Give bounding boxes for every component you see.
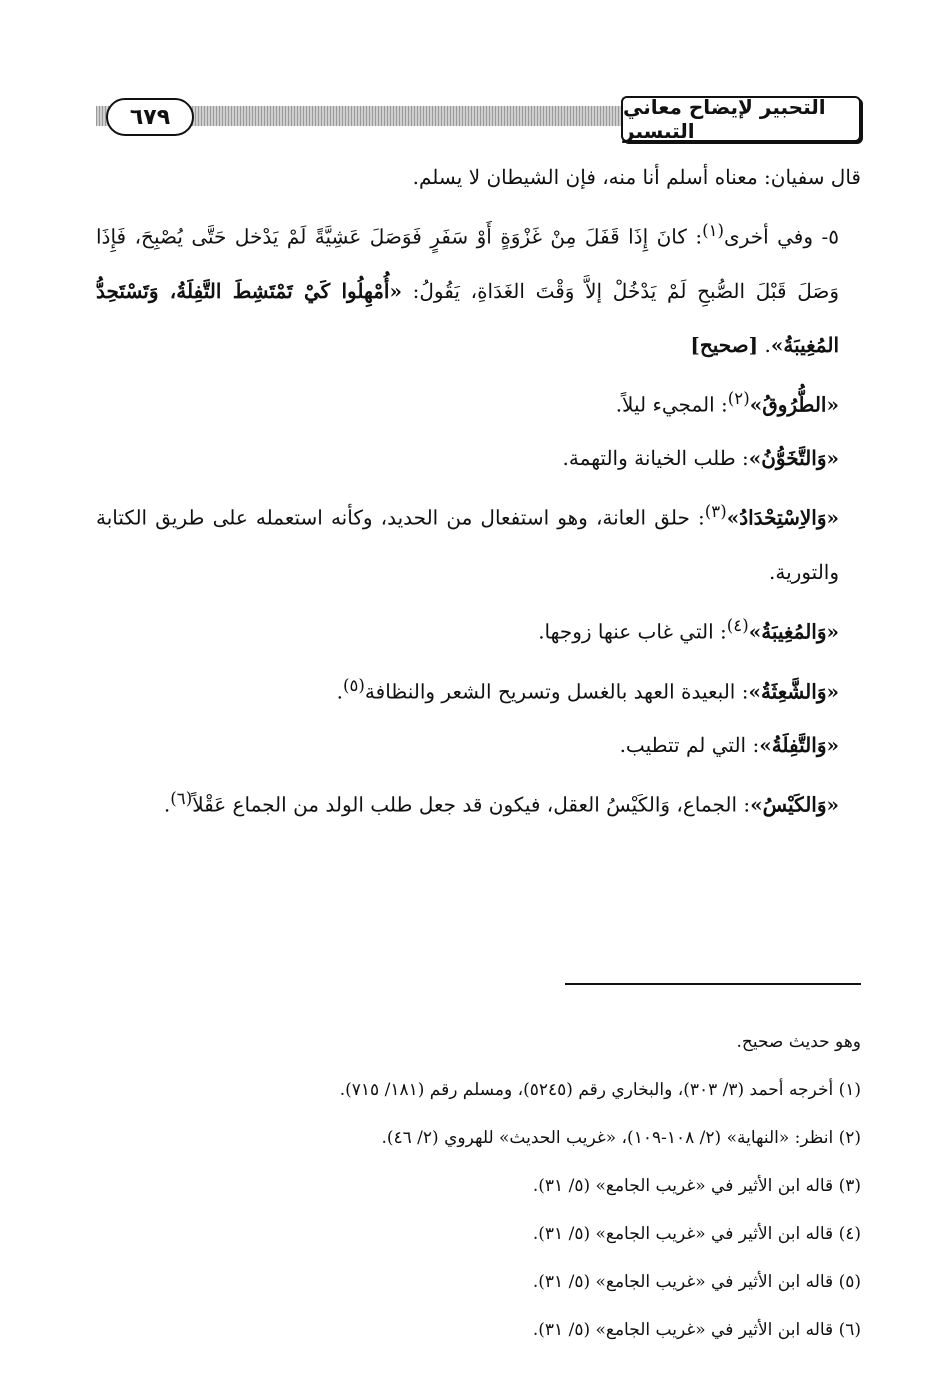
footnote-item: (٥) قاله ابن الأثير في «غريب الجامع» (٥/ ٣١).	[532, 1272, 861, 1292]
hadith-5-suffix: .	[758, 332, 771, 357]
definition-term: «وَالشَّعِثَةُ»	[748, 679, 839, 704]
definition-term: «وَالاِسْتِحْدَادُ»	[726, 505, 839, 530]
definition-turuq	[96, 372, 861, 432]
definition-text: : الجماع، وَالكَيْسُ العقل، فيكون قد جعل طلب الولد من الجماع عَقْلاً	[192, 792, 751, 817]
definition-term: «وَالمُغِيبَةُ»	[748, 619, 839, 644]
hadith-5	[96, 204, 861, 372]
definition-term: «الطُّرُوقُ»	[749, 392, 839, 417]
definition-mughiba	[96, 599, 861, 659]
footnote-ref: (١)	[702, 221, 725, 240]
footnote-item: (١) أخرجه أحمد (٣/ ٣٠٣)، والبخاري رقم (٥٢٤٥)، ومسلم رقم (١٨١/ ٧١٥).	[339, 1080, 861, 1100]
definition-text: : طلب الخيانة والتهمة.	[562, 446, 749, 471]
hadith-5-quote: «أُمْهِلُوا كَيْ تَمْتَشِطَ التَّفِلَةُ، وَتَسْتَحِدُّ المُغِيبَةُ»	[96, 278, 839, 357]
sufyan-comment: قال سفيان: معناه أسلم أنا منه، فإن الشيطان لا يسلم.	[412, 165, 861, 189]
hadith-grade: [صحيح]	[690, 332, 759, 357]
definition-text: : حلق العانة، وهو استفعال من الحديد، وكأنه استعمله على طريق الكتابة والتورية.	[96, 505, 839, 584]
hadith-5-text: : كانَ إِذَا قَفَلَ مِنْ غَزْوَةٍ أَوْ سَفَرٍ فَوَصَلَ عَشِيَّةً لَمْ يَدْخل حَتَّى يُصْبِحَ، فَإِذَا وَصَلَ قَبْلَ الصُّبحِ لَمْ يَدْخُلْ إلاَّ وَقْتَ الغَدَاةِ، يَقُولُ:	[96, 224, 839, 303]
footnote-ref: (٤)	[726, 615, 749, 635]
footnote-item: (٢) انظر: «النهاية» (٢/ ١٠٨-١٠٩)، «غريب الحديث» للهروي (٢/ ٤٦).	[381, 1128, 861, 1148]
definition-istihdad	[96, 485, 861, 599]
definition-tafila	[96, 718, 861, 772]
footnote-item: (٣) قاله ابن الأثير في «غريب الجامع» (٥/ ٣١).	[532, 1176, 861, 1196]
definition-end: .	[336, 679, 343, 704]
footnote-item: وهو حديث صحيح.	[736, 1032, 861, 1052]
definition-shaitha	[96, 659, 861, 719]
definition-kays	[96, 772, 861, 832]
definition-text: : التي غاب عنها زوجها.	[538, 619, 727, 644]
definition-takhawwun	[96, 431, 861, 485]
definition-text: : المجيء ليلاً.	[615, 392, 728, 417]
definition-term: «وَالتَّفِلَةُ»	[759, 733, 839, 758]
page-header	[96, 95, 861, 143]
main-text	[96, 150, 861, 832]
definition-text: : التي لم تتطيب.	[619, 733, 760, 758]
definition-end: .	[163, 792, 171, 817]
footnote-ref: (٦)	[170, 789, 193, 809]
footnote-ref: (٢)	[727, 388, 750, 408]
footnote-divider	[565, 983, 861, 985]
definition-text: : البعيدة العهد بالغسل وتسريح الشعر والنظافة	[364, 679, 749, 704]
definition-term: «وَالكَيْسُ»	[750, 792, 839, 817]
footnote-ref: (٥)	[342, 675, 365, 695]
footnote-ref: (٣)	[704, 502, 727, 522]
footnote-item: (٤) قاله ابن الأثير في «غريب الجامع» (٥/ ٣١).	[532, 1224, 861, 1244]
book-title: التحبير لإيضاح معاني التيسير	[621, 96, 861, 142]
hadith-5-prefix: ٥- وفي أخرى	[724, 224, 839, 249]
definition-term: «وَالتَّخَوُّنُ»	[748, 446, 839, 471]
page-number: ٦٧٩	[106, 98, 194, 136]
footnotes	[96, 1018, 861, 1354]
footnote-item: (٦) قاله ابن الأثير في «غريب الجامع» (٥/ ٣١).	[532, 1320, 861, 1340]
